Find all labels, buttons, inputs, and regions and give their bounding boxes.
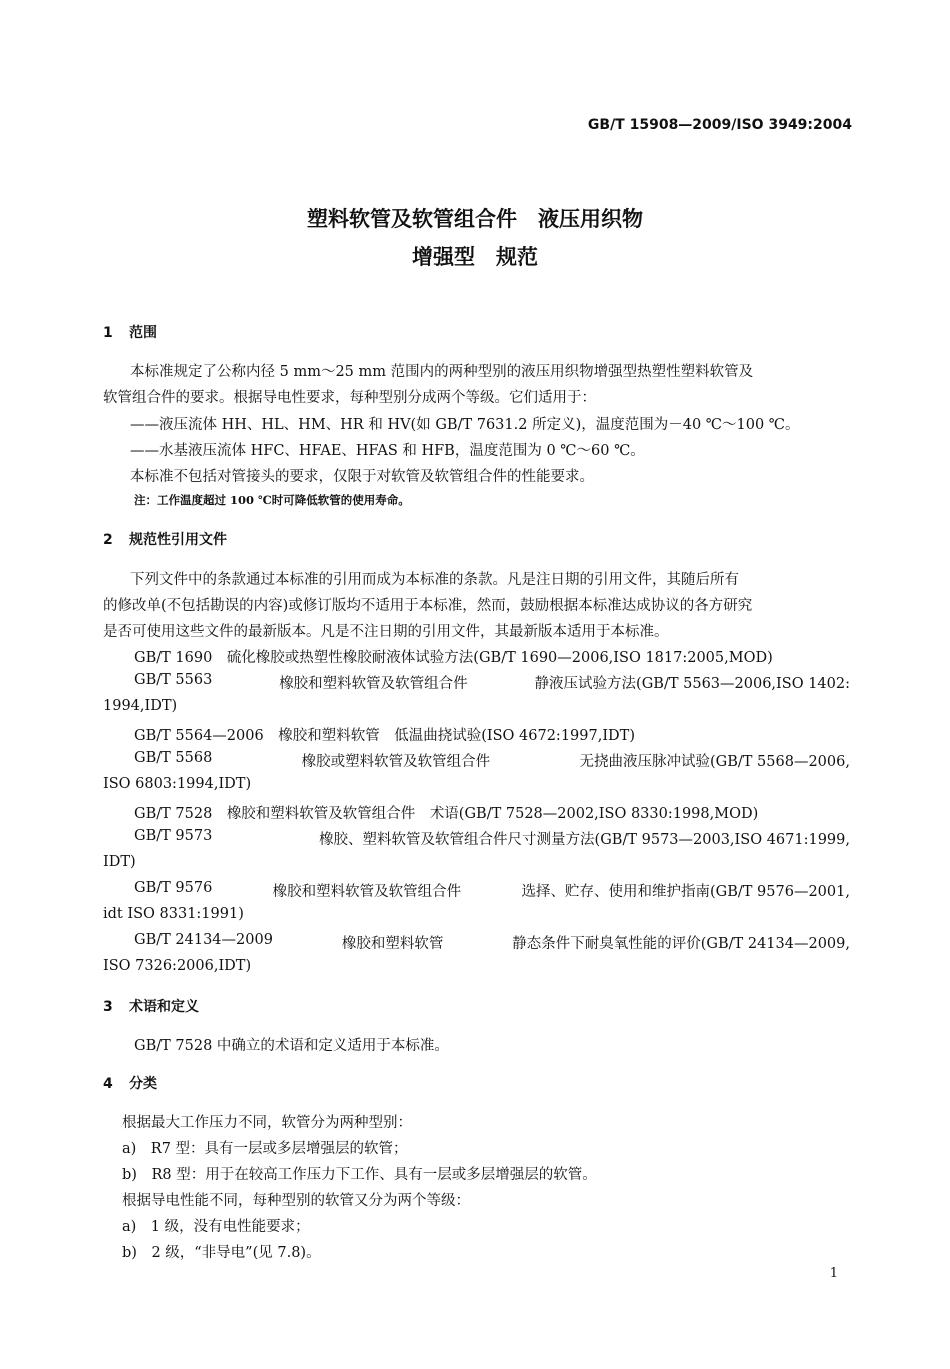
reference-entry [134, 750, 850, 771]
terms-text: GB/T 7528 中确立的术语和定义适用于本标准。 [134, 1038, 449, 1054]
reference-title: 橡胶、塑料软管及软管组合件尺寸测量方法(GB/T 9573—2003,ISO 4671:1999, [319, 832, 850, 848]
reference-title: 橡胶和塑料软管 [341, 936, 444, 952]
reference-title: 橡胶和塑料软管及软管组合件 [279, 676, 468, 692]
reference-subtitle: 低温曲挠试验(ISO 4672:1997,IDT) [394, 728, 636, 744]
classification-intro-1: 根据最大工作压力不同，软管分为两种型别： [122, 1115, 412, 1131]
reference-entry [134, 646, 773, 667]
normative-intro-line3: 是否可使用这些文件的最新版本。凡是不注日期的引用文件，其最新版本适用于本标准。 [103, 624, 669, 640]
scope-para1-line2: 软管组合件的要求。根据导电性要求，每种型别分成两个等级。它们适用于： [103, 390, 596, 406]
reference-title: 橡胶和塑料软管及软管组合件 [272, 884, 462, 900]
doc-title-line1: 塑料软管及软管组合件 液压用织物 [307, 207, 643, 231]
reference-entry [134, 802, 758, 823]
reference-continuation: 1994,IDT) [103, 698, 178, 714]
section-number: 1 [103, 325, 113, 341]
section-heading-1 [103, 322, 157, 342]
reference-code: GB/T 9573 [134, 828, 213, 844]
standard-code: GB/T 15908—2009/ISO 3949:2004 [587, 117, 852, 133]
reference-code: GB/T 24134—2009 [134, 932, 273, 948]
reference-subtitle: 静态条件下耐臭氧性能的评价(GB/T 24134—2009, [512, 936, 850, 952]
reference-code: GB/T 9576 [134, 880, 213, 896]
reference-entry [134, 828, 850, 849]
scope-dash-item-2: ——水基液压流体 HFC、HFAE、HFAS 和 HFB，温度范围为 0 ℃～60 ℃。 [130, 443, 645, 459]
reference-code: GB/T 5568 [134, 750, 213, 766]
reference-subtitle: 无挠曲液压脉冲试验(GB/T 5568—2006, [579, 754, 850, 770]
reference-title: 橡胶和塑料软管 [278, 728, 380, 744]
reference-continuation: IDT) [103, 854, 136, 870]
classification-intro-2: 根据导电性能不同，每种型别的软管又分为两个等级： [122, 1193, 470, 1209]
reference-entry [134, 672, 850, 693]
classification-item-b1: b) R8 型：用于在较高工作压力下工作、具有一层或多层增强层的软管。 [122, 1167, 597, 1183]
scope-para2: 本标准不包括对管接头的要求，仅限于对软管及软管组合件的性能要求。 [130, 469, 594, 485]
reference-entry [134, 932, 850, 953]
section-title: 分类 [129, 1076, 157, 1092]
reference-code: GB/T 1690 [134, 650, 213, 666]
scope-para1-line1: 本标准规定了公称内径 5 mm～25 mm 范围内的两种型别的液压用织物增强型热塑性塑料软管及 [130, 364, 754, 380]
scope-dash-item-1: ——液压流体 HH、HL、HM、HR 和 HV(如 GB/T 7631.2 所定义)，温度范围为－40 ℃～100 ℃。 [130, 417, 800, 433]
reference-entry [134, 724, 635, 745]
classification-item-a1: a) R7 型：具有一层或多层增强层的软管； [122, 1141, 408, 1157]
section-heading-2 [103, 529, 227, 549]
reference-continuation: ISO 6803:1994,IDT) [103, 776, 252, 792]
scope-note: 注：工作温度超过 100 ℃时可降低软管的使用寿命。 [134, 493, 410, 507]
reference-subtitle: 术语(GB/T 7528—2002,ISO 8330:1998,MOD) [429, 806, 759, 822]
reference-subtitle: 静液压试验方法(GB/T 5563—2006,ISO 1402: [534, 676, 850, 692]
reference-continuation: idt ISO 8331:1991) [103, 906, 244, 922]
reference-continuation: ISO 7326:2006,IDT) [103, 958, 252, 974]
classification-item-b2: b) 2 级，“非导电”(见 7.8)。 [122, 1245, 321, 1261]
reference-title: 硫化橡胶或热塑性橡胶耐液体试验方法(GB/T 1690—2006,ISO 1817:2005,MOD) [226, 650, 773, 666]
section-number: 4 [103, 1076, 113, 1092]
section-number: 3 [103, 999, 113, 1015]
reference-title: 橡胶或塑料软管及软管组合件 [301, 754, 491, 770]
classification-item-a2: a) 1 级，没有电性能要求； [122, 1219, 310, 1235]
normative-intro-line2: 的修改单(不包括勘误的内容)或修订版均不适用于本标准，然而，鼓励根据本标准达成协议的各方研究 [103, 598, 753, 614]
reference-entry [134, 880, 850, 901]
normative-intro-line1: 下列文件中的条款通过本标准的引用而成为本标准的条款。凡是注日期的引用文件，其随后所有 [130, 572, 739, 588]
reference-title: 橡胶和塑料软管及软管组合件 [226, 806, 416, 822]
reference-code: GB/T 5564—2006 [134, 728, 264, 744]
reference-code: GB/T 7528 [134, 806, 213, 822]
page-number: 1 [829, 1266, 838, 1281]
section-title: 范围 [129, 325, 157, 341]
doc-title-line2: 增强型 规范 [412, 245, 538, 269]
reference-subtitle: 选择、贮存、使用和维护指南(GB/T 9576—2001, [521, 884, 850, 900]
section-heading-3 [103, 996, 199, 1016]
section-heading-4 [103, 1073, 157, 1093]
section-title: 规范性引用文件 [129, 532, 227, 548]
reference-code: GB/T 5563 [134, 672, 213, 688]
section-number: 2 [103, 532, 113, 548]
section-title: 术语和定义 [129, 999, 199, 1015]
